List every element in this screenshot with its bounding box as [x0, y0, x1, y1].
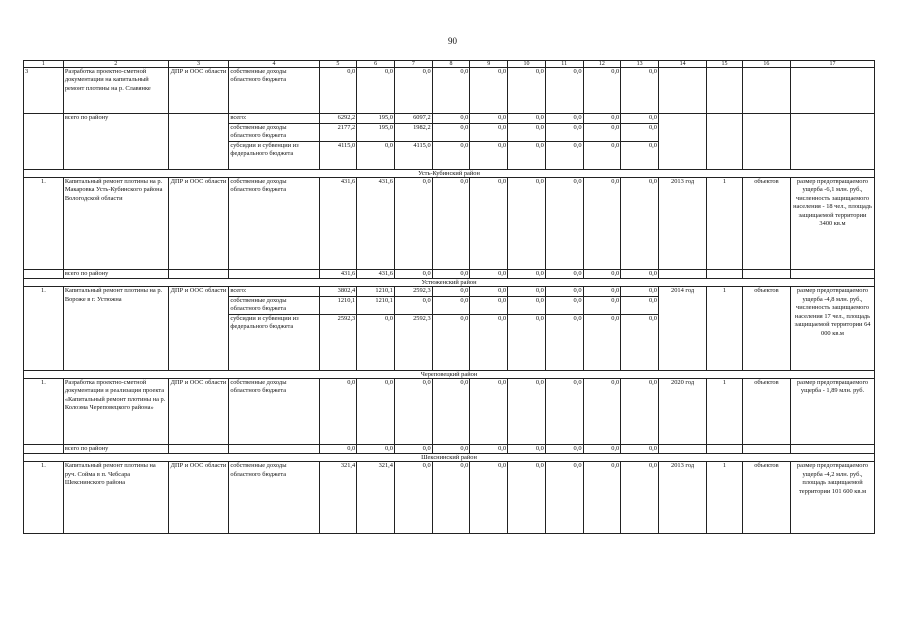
- district-title: Шекснинский район: [24, 454, 875, 462]
- col-header: 11: [545, 61, 583, 68]
- amount-cell: 0,0: [470, 68, 508, 114]
- amount-cell: 0,0: [545, 142, 583, 170]
- executor: ДПР и ООС области: [168, 378, 229, 444]
- amount-cell: 0,0: [432, 124, 470, 142]
- funding-source: собственные доходы областного бюджета: [229, 124, 319, 142]
- funding-source: собственные доходы областного бюджета: [229, 378, 319, 444]
- amount-cell: 0,0: [508, 68, 546, 114]
- funding-source: собственные доходы областного бюджета: [229, 462, 319, 534]
- amount-cell: 0,0: [621, 444, 659, 453]
- amount-cell: 0,0: [621, 314, 659, 370]
- row-number: 1.: [24, 462, 64, 534]
- page-number: 90: [448, 36, 457, 46]
- amount-cell: 0,0: [508, 270, 546, 279]
- col-header: 13: [621, 61, 659, 68]
- amount-cell: 0,0: [394, 444, 432, 453]
- table-row: [24, 68, 875, 114]
- amount-cell: 431,6: [319, 270, 357, 279]
- amount-cell: 0,0: [432, 178, 470, 270]
- amount-cell: 0,0: [508, 462, 546, 534]
- amount-cell: 0,0: [545, 462, 583, 534]
- amount-cell: 0,0: [432, 444, 470, 453]
- amount-cell: 0,0: [583, 68, 621, 114]
- amount-cell: 0,0: [470, 378, 508, 444]
- amount-cell: 0,0: [432, 114, 470, 124]
- amount-cell: 0,0: [621, 296, 659, 314]
- amount-cell: 0,0: [432, 314, 470, 370]
- col-header: 16: [742, 61, 790, 68]
- amount-cell: 195,0: [357, 124, 395, 142]
- funding-source: собственные доходы областного бюджета: [229, 68, 319, 114]
- amount-cell: 0,0: [432, 270, 470, 279]
- amount-cell: 431,6: [319, 178, 357, 270]
- amount-cell: 0,0: [508, 124, 546, 142]
- activity-name: Капитальный ремонт плотины на руч. Сойма в п. Чебсара Шекснинского района: [63, 462, 168, 534]
- amount-cell: 2177,2: [319, 124, 357, 142]
- amount-cell: 3802,4: [319, 287, 357, 296]
- table-row: [24, 178, 875, 270]
- budget-table: [23, 60, 875, 534]
- amount-cell: 0,0: [357, 142, 395, 170]
- section-header-row: [24, 454, 875, 462]
- amount-cell: 431,6: [357, 270, 395, 279]
- table-row: [24, 270, 875, 279]
- col-header: 1: [24, 61, 64, 68]
- col-header: 2: [63, 61, 168, 68]
- expected-result: размер предотвращаемого ущерба -4,2 млн. руб., площадь защищаемой территории 101 600 кв.м: [791, 462, 875, 534]
- amount-cell: 0,0: [621, 142, 659, 170]
- amount-cell: 0,0: [545, 314, 583, 370]
- activity-name: Капитальный ремонт плотины на р. Макаровка Усть-Кубинского района Вологодской области: [63, 178, 168, 270]
- amount-cell: 0,0: [470, 296, 508, 314]
- amount-cell: 0,0: [508, 114, 546, 124]
- object-count: 1: [707, 462, 743, 534]
- executor: ДПР и ООС области: [168, 178, 229, 270]
- executor: ДПР и ООС области: [168, 462, 229, 534]
- amount-cell: 0,0: [508, 142, 546, 170]
- amount-cell: 0,0: [583, 142, 621, 170]
- amount-cell: 0,0: [470, 124, 508, 142]
- amount-cell: 321,4: [319, 462, 357, 534]
- amount-cell: 0,0: [394, 462, 432, 534]
- amount-cell: 0,0: [394, 270, 432, 279]
- amount-cell: 0,0: [583, 287, 621, 296]
- completion-year: 2014 год: [658, 287, 706, 370]
- funding-source: субсидии и субвенции из федерального бюджета: [229, 314, 319, 370]
- col-header: 15: [707, 61, 743, 68]
- table-row: [24, 114, 875, 124]
- amount-cell: 0,0: [432, 287, 470, 296]
- amount-cell: 0,0: [470, 178, 508, 270]
- amount-cell: 0,0: [545, 68, 583, 114]
- col-header: 10: [508, 61, 546, 68]
- column-number-row: [24, 61, 875, 68]
- district-title: Устюженский район: [24, 279, 875, 287]
- table-row: [24, 444, 875, 453]
- col-header: 5: [319, 61, 357, 68]
- amount-cell: 321,4: [357, 462, 395, 534]
- table-row: [24, 378, 875, 444]
- amount-cell: 0,0: [470, 444, 508, 453]
- amount-cell: 1210,1: [357, 287, 395, 296]
- total-label: всего по району: [63, 114, 168, 170]
- col-header: 7: [394, 61, 432, 68]
- amount-cell: 0,0: [583, 296, 621, 314]
- row-number: 1.: [24, 378, 64, 444]
- amount-cell: 0,0: [508, 444, 546, 453]
- amount-cell: 0,0: [583, 462, 621, 534]
- row-number: 1.: [24, 178, 64, 270]
- section-header-row: [24, 370, 875, 378]
- amount-cell: 6292,2: [319, 114, 357, 124]
- amount-cell: 0,0: [583, 378, 621, 444]
- col-header: 12: [583, 61, 621, 68]
- district-title: Усть-Кубинский район: [24, 170, 875, 178]
- amount-cell: 0,0: [432, 68, 470, 114]
- expected-result: размер предотвращаемого ущерба -4,8 млн. руб., численность защищаемого населения 17 чел., площадь защищаемой территории 64 000 кв.м: [791, 287, 875, 370]
- amount-cell: 2592,3: [394, 287, 432, 296]
- section-header-row: [24, 279, 875, 287]
- amount-cell: 0,0: [319, 444, 357, 453]
- unit-label: объектов: [742, 378, 790, 444]
- amount-cell: 0,0: [583, 114, 621, 124]
- district-title: Череповецкий район: [24, 370, 875, 378]
- col-header: 4: [229, 61, 319, 68]
- amount-cell: 0,0: [508, 296, 546, 314]
- amount-cell: 6097,2: [394, 114, 432, 124]
- total-label: всего по району: [63, 270, 168, 279]
- amount-cell: 1210,1: [357, 296, 395, 314]
- amount-cell: 0,0: [621, 68, 659, 114]
- col-header: 6: [357, 61, 395, 68]
- amount-cell: 2592,3: [394, 314, 432, 370]
- amount-cell: 0,0: [394, 178, 432, 270]
- amount-cell: 0,0: [621, 124, 659, 142]
- amount-cell: 1982,2: [394, 124, 432, 142]
- amount-cell: 0,0: [432, 378, 470, 444]
- amount-cell: 0,0: [432, 296, 470, 314]
- activity-name: Разработка проектно-сметной документации на капитальный ремонт плотины на р. Славянке: [63, 68, 168, 114]
- amount-cell: 0,0: [545, 296, 583, 314]
- executor: ДПР и ООС области: [168, 68, 229, 114]
- amount-cell: 0,0: [357, 314, 395, 370]
- object-count: 1: [707, 287, 743, 370]
- amount-cell: 0,0: [319, 68, 357, 114]
- expected-result: размер предотвращаемого ущерба - 1,89 млн. руб.: [791, 378, 875, 444]
- table-row: [24, 462, 875, 534]
- completion-year: 2020 год: [658, 378, 706, 444]
- amount-cell: 4115,0: [319, 142, 357, 170]
- completion-year: 2013 год: [658, 462, 706, 534]
- amount-cell: 0,0: [583, 444, 621, 453]
- funding-source: субсидии и субвенции из федерального бюджета: [229, 142, 319, 170]
- amount-cell: 0,0: [621, 378, 659, 444]
- amount-cell: 0,0: [508, 378, 546, 444]
- section-header-row: [24, 170, 875, 178]
- amount-cell: 0,0: [508, 287, 546, 296]
- amount-cell: 4115,0: [394, 142, 432, 170]
- amount-cell: 0,0: [470, 462, 508, 534]
- amount-cell: 0,0: [319, 378, 357, 444]
- amount-cell: 0,0: [470, 270, 508, 279]
- amount-cell: 0,0: [583, 314, 621, 370]
- amount-cell: 0,0: [432, 142, 470, 170]
- amount-cell: 195,0: [357, 114, 395, 124]
- amount-cell: 0,0: [583, 270, 621, 279]
- amount-cell: 0,0: [508, 178, 546, 270]
- amount-cell: 0,0: [621, 270, 659, 279]
- amount-cell: 0,0: [470, 314, 508, 370]
- amount-cell: 0,0: [545, 444, 583, 453]
- amount-cell: 0,0: [432, 462, 470, 534]
- col-header: 8: [432, 61, 470, 68]
- object-count: 1: [707, 378, 743, 444]
- completion-year: 2013 год: [658, 178, 706, 270]
- col-header: 9: [470, 61, 508, 68]
- activity-name: Капитальный ремонт плотины на р. Вороже в г. Устюжна: [63, 287, 168, 370]
- row-number: 1.: [24, 287, 64, 370]
- amount-cell: 0,0: [621, 287, 659, 296]
- table-row: [24, 287, 875, 296]
- amount-cell: 0,0: [470, 114, 508, 124]
- funding-source: всего:: [229, 114, 319, 124]
- amount-cell: 0,0: [394, 68, 432, 114]
- amount-cell: 0,0: [394, 378, 432, 444]
- object-count: 1: [707, 178, 743, 270]
- unit-label: объектов: [742, 287, 790, 370]
- amount-cell: 0,0: [545, 114, 583, 124]
- amount-cell: 0,0: [545, 378, 583, 444]
- amount-cell: 0,0: [545, 287, 583, 296]
- unit-label: объектов: [742, 462, 790, 534]
- expected-result: размер предотвращаемого ущерба -6,1 млн. руб., численность защищаемого населения - 18 чел., площадь защищаемой территории 3400 кв.м: [791, 178, 875, 270]
- amount-cell: 1210,1: [319, 296, 357, 314]
- executor: ДПР и ООС области: [168, 287, 229, 370]
- amount-cell: 0,0: [357, 378, 395, 444]
- col-header: 3: [168, 61, 229, 68]
- amount-cell: 0,0: [394, 296, 432, 314]
- funding-source: собственные доходы областного бюджета: [229, 178, 319, 270]
- total-label: всего по району: [63, 444, 168, 453]
- amount-cell: 0,0: [621, 462, 659, 534]
- amount-cell: 431,6: [357, 178, 395, 270]
- row-number: 3: [24, 68, 64, 114]
- col-header: 17: [791, 61, 875, 68]
- amount-cell: 2592,3: [319, 314, 357, 370]
- funding-source: всего:: [229, 287, 319, 296]
- activity-name: Разработка проектно-сметной документации и реализация проекта «Капитальный ремонт плотины на р. Колоэма Череповецкого района»: [63, 378, 168, 444]
- amount-cell: 0,0: [508, 314, 546, 370]
- amount-cell: 0,0: [545, 270, 583, 279]
- amount-cell: 0,0: [583, 124, 621, 142]
- amount-cell: 0,0: [357, 68, 395, 114]
- amount-cell: 0,0: [470, 142, 508, 170]
- amount-cell: 0,0: [357, 444, 395, 453]
- amount-cell: 0,0: [545, 178, 583, 270]
- amount-cell: 0,0: [621, 178, 659, 270]
- amount-cell: 0,0: [583, 178, 621, 270]
- col-header: 14: [658, 61, 706, 68]
- amount-cell: 0,0: [470, 287, 508, 296]
- funding-source: собственные доходы областного бюджета: [229, 296, 319, 314]
- amount-cell: 0,0: [621, 114, 659, 124]
- amount-cell: 0,0: [545, 124, 583, 142]
- unit-label: объектов: [742, 178, 790, 270]
